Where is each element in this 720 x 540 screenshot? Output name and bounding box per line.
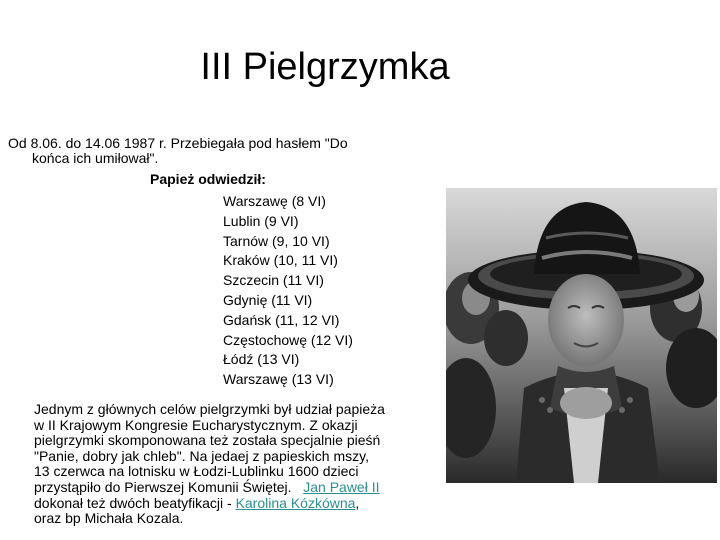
intro-line-2: końca ich umiłował".	[32, 150, 159, 166]
link-jan-pawel-ii[interactable]: Jan Paweł II	[303, 478, 380, 495]
city-item: Lublin (9 VI)	[223, 212, 299, 229]
paragraph-line: "Panie, dobry jak chleb". Na jedaej z papieskich mszy,	[34, 447, 369, 464]
intro-text	[8, 136, 428, 166]
paragraph-text: przystąpiło do Pierwszej Komunii Świętej.	[34, 478, 292, 495]
paragraph-line: pielgrzymki skomponowana też została specjalnie pieśń	[34, 432, 381, 449]
pope-photo-image	[446, 188, 717, 483]
city-item: Łódź (13 VI)	[223, 351, 300, 368]
paragraph-line: oraz bp Michała Kozala.	[34, 510, 184, 527]
paragraph-line	[34, 496, 454, 512]
paragraph-text: dokonał też dwóch beatyfikacji -	[34, 494, 236, 511]
description-paragraph	[34, 402, 454, 527]
slide-title: III Pielgrzymka	[200, 46, 450, 88]
city-item: Gdynię (11 VI)	[223, 291, 313, 308]
city-item: Gdańsk (11, 12 VI)	[223, 311, 340, 328]
city-item: Warszawę (8 VI)	[223, 193, 326, 209]
paragraph-line	[34, 480, 454, 496]
city-item: Częstochowę (12 VI)	[223, 331, 353, 348]
link-karolina-kozkowna[interactable]: Karolina Kózkówna	[235, 494, 356, 511]
visits-heading: Papież odwiedził:	[150, 171, 266, 187]
pope-photo	[446, 188, 717, 483]
paragraph-text: ,	[355, 494, 360, 511]
city-item: Kraków (10, 11 VI)	[223, 252, 338, 269]
city-item: Szczecin (11 VI)	[223, 272, 324, 289]
paragraph-line: Jednym z głównych celów pielgrzymki był udział papieża	[34, 401, 385, 417]
intro-line-1: Od 8.06. do 14.06 1987 r. Przebiegała pod hasłem "Do	[8, 135, 348, 151]
city-list	[223, 192, 353, 390]
city-item: Tarnów (9, 10 VI)	[223, 232, 330, 249]
city-item: Warszawę (13 VI)	[223, 371, 334, 388]
paragraph-line: 13 czerwca na lotnisku w Łodzi-Lublinku 1600 dzieci	[34, 463, 359, 480]
paragraph-line: w II Krajowym Kongresie Eucharystycznym. Z okazji	[34, 416, 358, 433]
